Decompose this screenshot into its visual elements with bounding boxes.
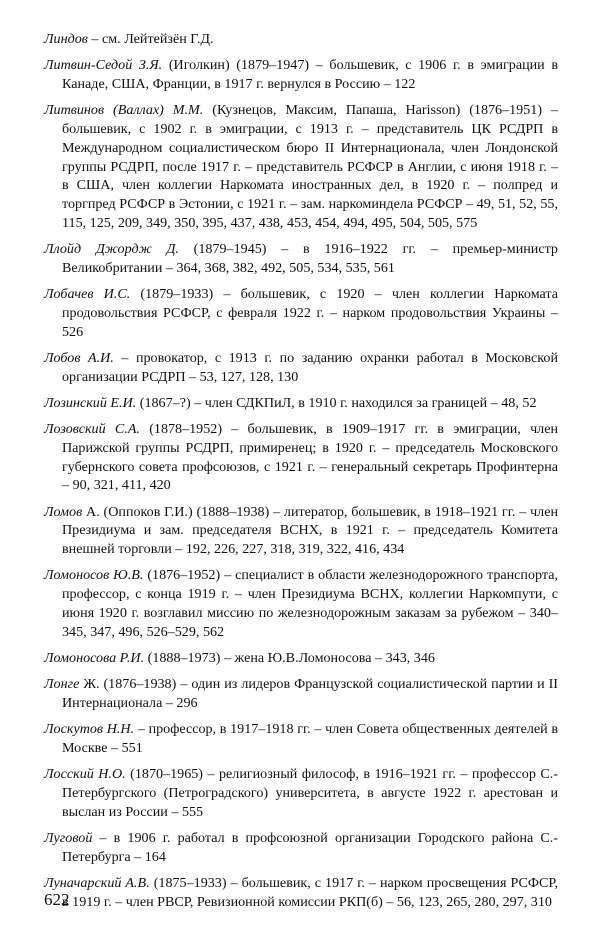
entry-text: (1867–?) – член СДКПиЛ, в 1910 г. находился за границей – 48, 52 — [136, 394, 537, 411]
entry-text: (Кузнецов, Максим, Папаша, Harisson) (1876–1951) – большевик, с 1902 г. в эмиграции, с 1913 г. – представитель ЦК РСДРП в Международном социалистическом бюро II Интернационала, член Лондонской группы РСДРП, после 1917 г. – представитель РСФСР в Англии, с июня 1918 г. – в США, член коллегии Наркомата иностранных дел, в 1920 г. – полпред и торгпред РСФСР в Эстонии, с 1921 г. – зам. наркоминдела РСФСР – 49, 51, 52, 55, 115, 125, 209, 349, 350, 395, 437, 438, 453, 454, 494, 495, 504, 505, 575 — [62, 102, 558, 231]
index-entry — [44, 56, 558, 94]
entry-name: Лонге — [44, 676, 80, 693]
index-entry — [44, 829, 558, 867]
page-number: 622 — [44, 890, 70, 909]
entry-name: Лозовский С.А. — [44, 421, 140, 438]
entry-text: А. (Оппоков Г.И.) (1888–1938) – литератор, большевик, в 1918–1921 гг. – член Президиума и зам. председателя ВСНХ, в 1921 г. – председатель Комитета внешней торговли – 192, 226, 227, 318, 319, 322, 416, 434 — [62, 503, 558, 558]
entry-name: Лоскутов Н.Н. — [44, 721, 135, 738]
entry-name: Линдов — [44, 31, 88, 47]
entry-name: Литвинов (Валлах) М.М. — [44, 102, 204, 119]
entry-text: (1870–1965) – религиозный философ, в 1916–1921 гг. – профессор С.-Петербургского (Петроградского) университета, в августе 1922 г. арестован и выслан из России – 555 — [62, 766, 558, 820]
index-entry — [44, 649, 558, 668]
entry-text: (1875–1933) – большевик, с 1917 г. – нарком просвещения РСФСР, в 1919 г. – член РВСР, Ревизионной комиссии РКП(б) – 56, 123, 265, 280, 297, 310 — [62, 874, 559, 910]
index-entry — [44, 765, 558, 821]
index-entry — [44, 566, 558, 641]
entry-name: Ломов — [44, 503, 83, 520]
index-entry — [44, 240, 558, 278]
entry-name: Лобов А.И. — [44, 349, 114, 366]
entry-name: Лосский Н.О. — [44, 766, 126, 783]
index-entry — [44, 874, 558, 912]
entry-name: Литвин-Седой З.Я. — [44, 57, 163, 74]
entry-text: (1879–1933) – большевик, с 1920 – член коллегии Наркомата продовольствия РСФСР, с февраля 1922 г. – нарком продовольствия Украины – 526 — [62, 286, 558, 340]
entry-name: Луговой — [44, 829, 93, 846]
entry-text: – провокатор, с 1913 г. по заданию охранки работал в Московской организации РСДРП – 53, 127, 128, 130 — [62, 349, 558, 385]
index-entry — [44, 394, 558, 413]
entry-text: (1876–1952) – специалист в области железнодорожного транспорта, профессор, с конца 1919 г. – член Президиума ВСНХ, коллегии Наркомпути, с июня 1920 г. возглавил миссию по железнодорожным заказам за рубежом – 340–345, 347, 496, 526–529, 562 — [62, 567, 558, 640]
entry-name: Лобачев И.С. — [44, 286, 131, 303]
entry-name: Ллойд Джордж Д. — [44, 241, 179, 258]
entry-text: (1888–1973) – жена Ю.В.Ломоносова – 343, 346 — [144, 650, 435, 667]
entry-name: Ломоносов Ю.В. — [44, 567, 144, 584]
index-entry — [44, 420, 558, 495]
index-entry — [44, 30, 558, 49]
index-entry — [44, 285, 558, 341]
entry-name: Луначарский А.В. — [44, 874, 150, 891]
entry-text: (Иголкин) (1879–1947) – большевик, с 1906 г. в эмиграции в Канаде, США, Франции, в 1917 г. вернулся в Россию – 122 — [62, 57, 559, 92]
index-entry — [44, 503, 558, 559]
entry-text: Ж. (1876–1938) – один из лидеров Французской социалистической партии и II Интернационала – 296 — [62, 676, 558, 711]
entry-text: – профессор, в 1917–1918 гг. – член Совета общественных деятелей в Москве – 551 — [62, 721, 558, 756]
entry-text: (1879–1945) – в 1916–1922 гг. – премьер-министр Великобритании – 364, 368, 382, 492, 505, 534, 535, 561 — [62, 241, 558, 276]
index-entry — [44, 349, 558, 387]
entry-text: – в 1906 г. работал в профсоюзной организации Городского района С.-Петербурга – 164 — [62, 829, 558, 865]
index-entry — [44, 720, 558, 758]
index-entry — [44, 675, 558, 713]
index-entry — [44, 101, 558, 233]
entry-text: – см. Лейтейзён Г.Д. — [87, 31, 214, 47]
entry-name: Ломоносова Р.И. — [44, 650, 145, 667]
entry-text: (1878–1952) – большевик, в 1909–1917 гг. в эмиграции, член Парижской группы РСДРП, примиренец; в 1920 г. – председатель Московского губернского совета профсоюзов, с 1921 г. – генеральный секретарь Профинтерна – 90, 321, 411, 420 — [62, 421, 558, 494]
entry-name: Лозинский Е.И. — [44, 394, 137, 411]
